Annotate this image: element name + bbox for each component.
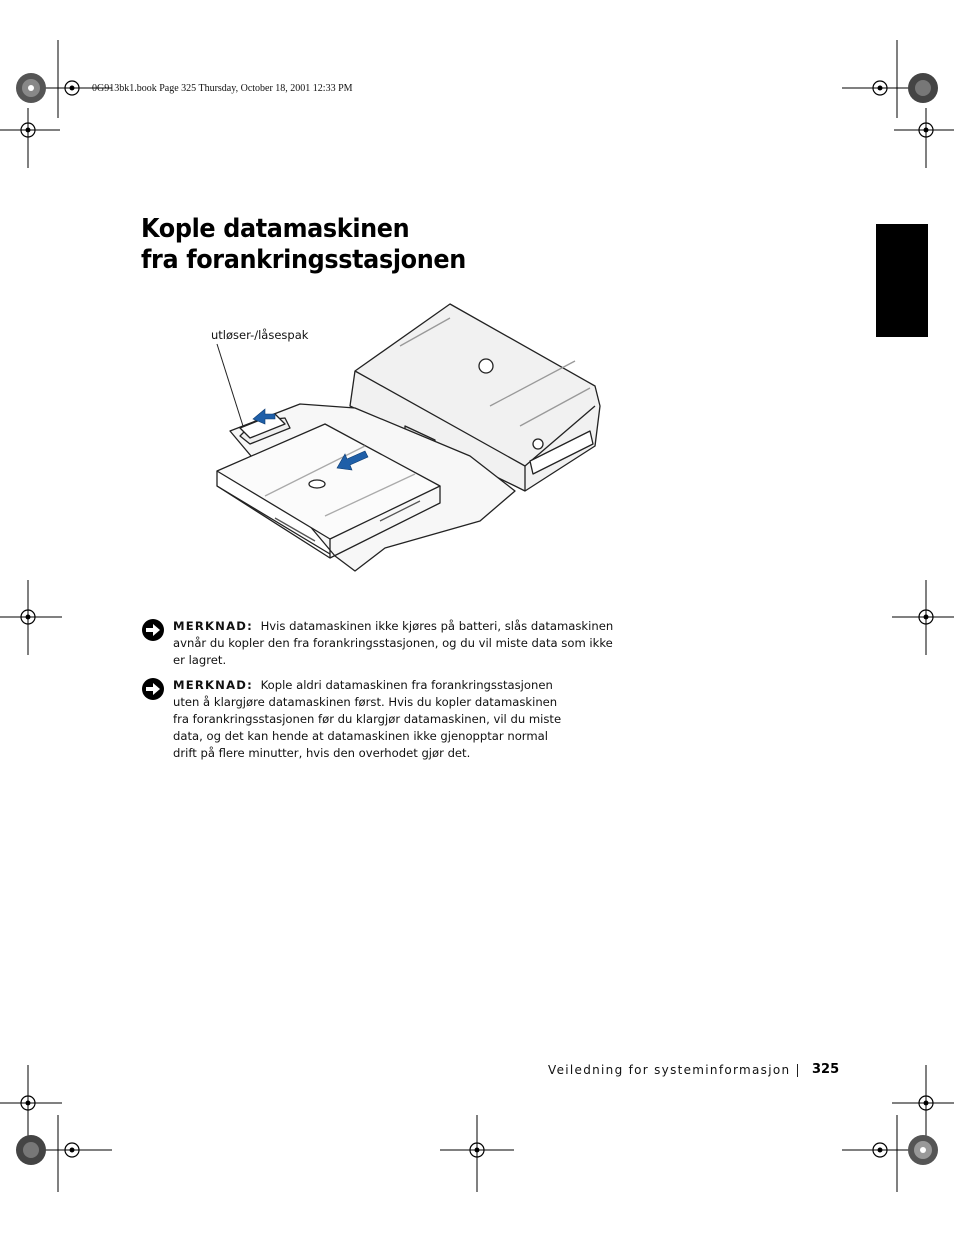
note-2-line-5: drift på flere minutter, hvis den overhodet gjør det. <box>173 746 471 760</box>
note-2 <box>141 677 621 762</box>
page-title <box>141 214 466 276</box>
notice-arrow-icon <box>141 677 165 701</box>
thumb-tab <box>876 224 928 337</box>
note-1-label: MERKNAD: <box>173 619 253 633</box>
page-number: 325 <box>812 1062 840 1077</box>
print-header: 0G913bk1.book Page 325 Thursday, October 18, 2001 12:33 PM <box>92 83 353 94</box>
figure-callout-release-lever: utløser-/låsespak <box>211 328 309 342</box>
title-line-2: fra forankringsstasjonen <box>141 245 466 275</box>
note-2-line-2: uten å klargjøre datamaskinen først. Hvis du kopler datamaskinen <box>173 695 558 709</box>
footer-section-title: Veiledning for systeminformasjon <box>548 1063 791 1077</box>
title-line-1: Kople datamaskinen <box>141 214 410 244</box>
note-2-line-4: data, og det kan hende at datamaskinen ikke gjenopptar normal <box>173 729 548 743</box>
note-2-text <box>173 677 621 762</box>
notice-arrow-icon <box>141 618 165 642</box>
note-1-text <box>173 618 621 669</box>
note-1 <box>141 618 621 669</box>
footer-separator <box>797 1064 798 1077</box>
note-1-line-3: er lagret. <box>173 653 227 667</box>
note-1-line-1: Hvis datamaskinen ikke kjøres på batteri, slås datamaskinen <box>260 619 614 633</box>
note-2-line-1: Kople aldri datamaskinen fra forankringsstasjonen <box>260 678 553 692</box>
note-2-label: MERKNAD: <box>173 678 253 692</box>
note-1-line-2: avnår du kopler den fra forankringsstasjonen, og du vil miste data som ikke <box>173 636 613 650</box>
note-2-line-3: fra forankringsstasjonen før du klargjør datamaskinen, vil du miste <box>173 712 562 726</box>
